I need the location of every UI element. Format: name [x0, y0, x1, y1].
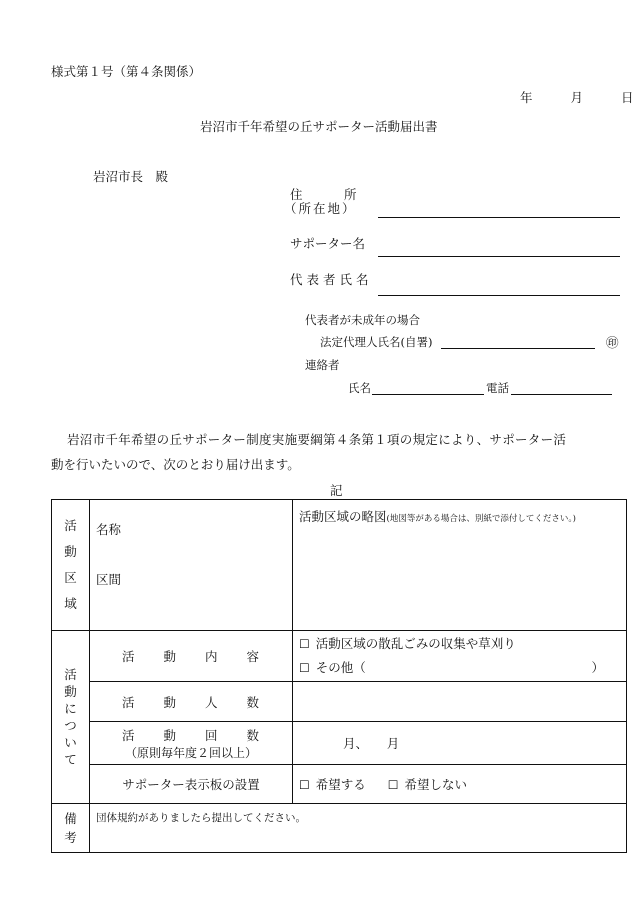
guardian-label: 法定代理人氏名(自署): [320, 335, 433, 349]
body-line-2: 動を行いたいので、次のとおり届け出ます。: [51, 457, 300, 472]
option-other[interactable]: ☐ その他（ ）: [299, 656, 626, 680]
checkbox-icon[interactable]: ☐: [387, 778, 399, 792]
area-header: 活 動 区 域: [52, 500, 90, 631]
map-label: 活動区域の略図: [299, 509, 387, 524]
map-note: (地図等がある場合は、別紙で添付してください。): [386, 514, 576, 524]
body-line-1: 岩沼市千年希望の丘サポーター制度実施要綱第４条第１項の規定により、サポーター活: [67, 432, 567, 447]
area-row: [52, 500, 627, 631]
checkbox-icon[interactable]: ☐: [299, 637, 310, 651]
representative-label: 代表者氏名: [290, 272, 373, 287]
count-label-cell: [90, 722, 293, 765]
contact-name-field[interactable]: [372, 394, 484, 395]
area-name-label: 名称: [96, 522, 122, 537]
remarks-text: 団体規約がありましたら提出してください。: [96, 812, 306, 824]
date-line: [520, 88, 633, 106]
content-row: [52, 631, 627, 682]
count-value: 月、 月: [343, 736, 400, 751]
date-month-label: 月: [570, 90, 583, 105]
page-title: 岩沼市千年希望の丘サポーター活動届出書: [200, 119, 438, 134]
date-year-label: 年: [520, 90, 533, 105]
minor-note: 代表者が未成年の場合: [305, 313, 420, 327]
remarks-header: 備 考: [52, 804, 90, 853]
board-option-no[interactable]: ☐ 希望しない: [387, 777, 468, 792]
checkbox-icon[interactable]: ☐: [299, 778, 310, 792]
date-day-label: 日: [620, 90, 633, 105]
area-map-cell[interactable]: [293, 500, 627, 631]
count-value-cell[interactable]: [293, 722, 627, 765]
people-row: [52, 682, 627, 722]
activity-table: [51, 499, 627, 853]
people-value-cell[interactable]: [293, 682, 627, 722]
seal-mark: ㊞: [606, 335, 619, 350]
board-option-yes[interactable]: ☐ 希望する: [299, 777, 366, 792]
supporter-name-field[interactable]: [378, 256, 620, 257]
contact-label: 連絡者: [305, 358, 340, 372]
content-label: 活 動 内 容: [122, 649, 259, 664]
content-options-cell: [293, 631, 627, 682]
contact-name-label: 氏名: [348, 381, 371, 395]
ki-label: 記: [330, 483, 343, 498]
remarks-cell[interactable]: [90, 804, 627, 853]
board-row: [52, 765, 627, 804]
address-label-top: 住 所: [290, 187, 358, 202]
remarks-row: [52, 804, 627, 853]
representative-field[interactable]: [378, 295, 620, 296]
address-field[interactable]: [378, 217, 620, 218]
count-label: 活 動 回 数: [122, 727, 259, 743]
count-note: （原則毎年度２回以上）: [124, 745, 257, 760]
board-label: サポーター表示板の設置: [122, 777, 260, 792]
guardian-field[interactable]: [441, 348, 595, 349]
form-number: 様式第１号（第４条関係）: [51, 64, 202, 79]
board-label-cell: [90, 765, 293, 804]
count-row: [52, 722, 627, 765]
supporter-name-label: サポーター名: [290, 236, 366, 251]
area-name-section-cell[interactable]: [90, 500, 293, 631]
activity-header: 活 動 に つ い て: [52, 631, 90, 804]
checkbox-icon[interactable]: ☐: [299, 661, 310, 675]
people-label: 活 動 人 数: [122, 694, 259, 710]
people-label-cell: [90, 682, 293, 722]
content-label-cell: [90, 631, 293, 682]
board-options-cell: [293, 765, 627, 804]
option-litter[interactable]: ☐ 活動区域の散乱ごみの収集や草刈り: [299, 632, 626, 656]
contact-phone-label: 電話: [486, 381, 509, 395]
address-label-bottom: （所在地）: [284, 201, 357, 216]
area-section-label: 区間: [96, 572, 122, 587]
addressee: 岩沼市長 殿: [93, 169, 169, 184]
contact-phone-field[interactable]: [511, 394, 612, 395]
